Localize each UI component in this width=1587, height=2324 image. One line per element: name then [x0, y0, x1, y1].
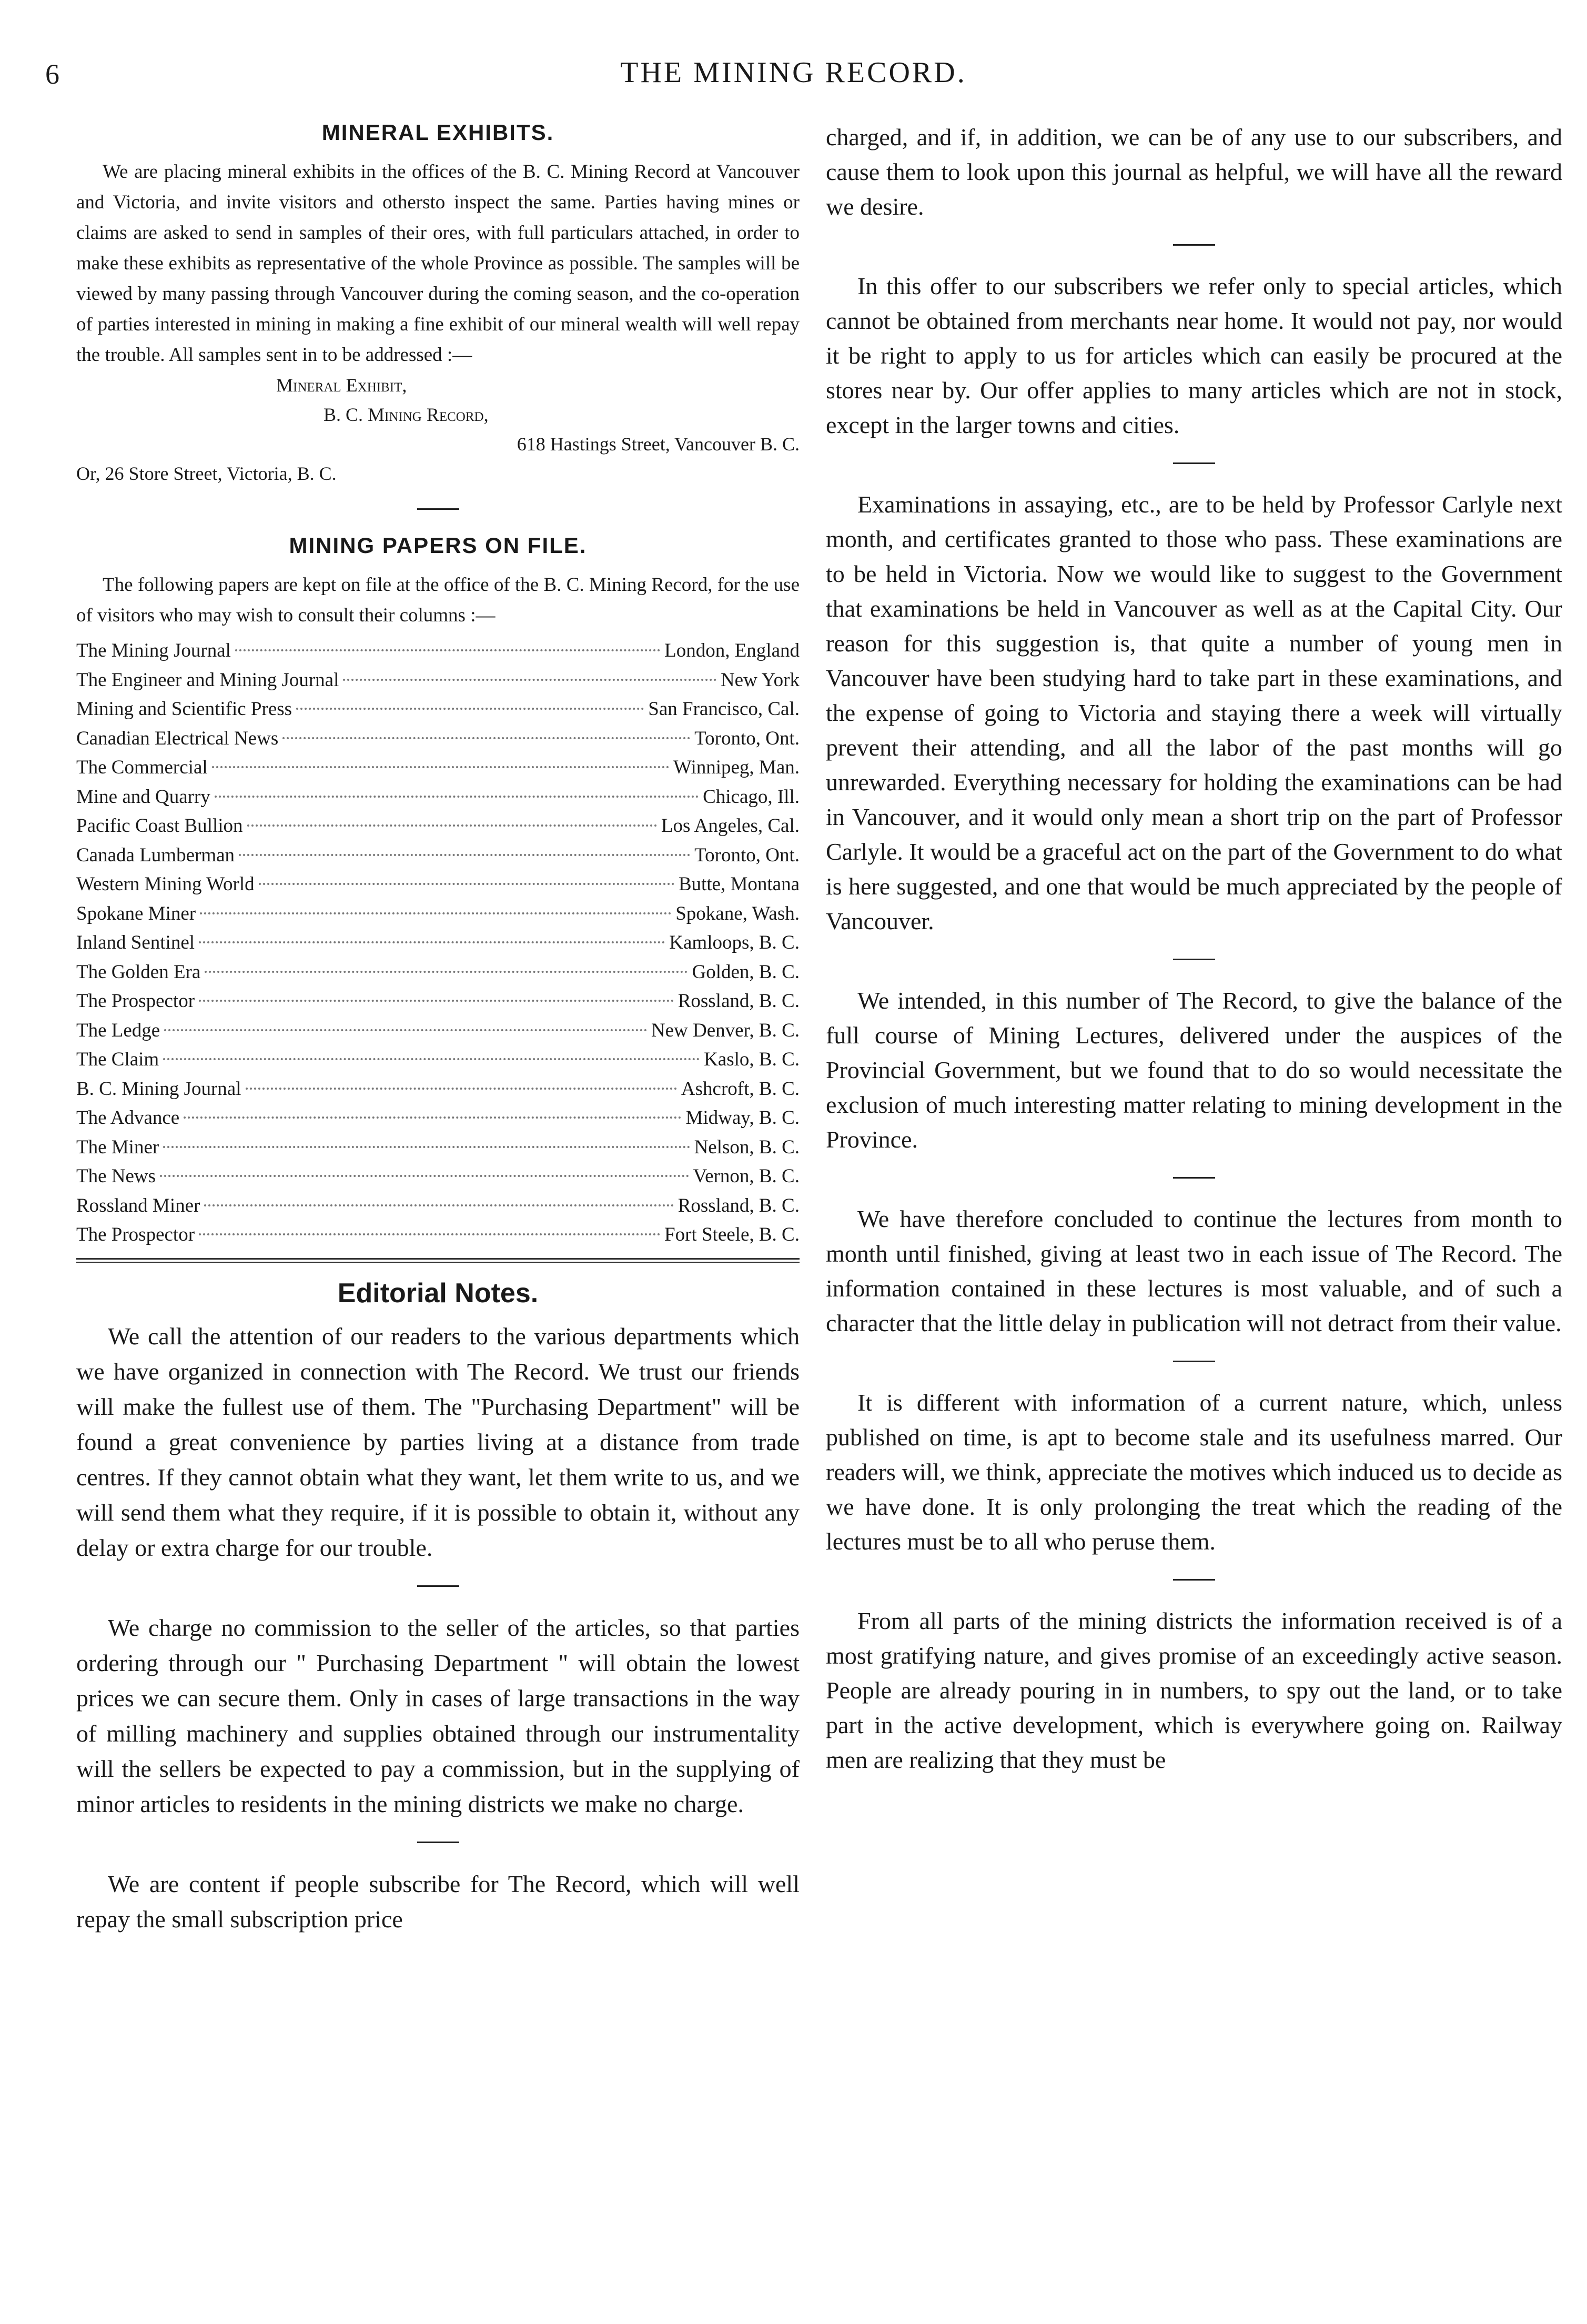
paper-place: Ashcroft, B. C.: [681, 1078, 800, 1100]
paper-place: Toronto, Ont.: [694, 727, 800, 749]
section-divider: [417, 508, 459, 510]
mining-paper-row: [76, 695, 800, 724]
paper-name: Pacific Coast Bullion: [76, 815, 243, 837]
mining-paper-row: [76, 1016, 800, 1045]
paper-place: London, England: [664, 640, 800, 661]
mining-paper-row: [76, 666, 800, 695]
mining-papers-title: MINING PAPERS ON FILE.: [289, 533, 587, 558]
dot-leader: [296, 708, 644, 710]
address-line: Mineral Exhibit,: [276, 375, 407, 396]
paper-name: Mining and Scientific Press: [76, 698, 292, 720]
dot-leader: [199, 1233, 660, 1235]
mining-paper-row: [76, 841, 800, 870]
paper-name: The Prospector: [76, 1224, 195, 1245]
mining-papers-list: [76, 636, 800, 1250]
dot-leader: [204, 1204, 673, 1206]
dot-leader: [212, 766, 669, 768]
paper-place: Chicago, Ill.: [703, 786, 800, 808]
mineral-exhibits-title: MINERAL EXHIBITS.: [321, 120, 554, 145]
dot-leader: [235, 649, 660, 651]
mining-paper-row: [76, 1162, 800, 1191]
mineral-exhibits-body: We are placing mineral exhibits in the offices of the B. C. Mining Record at Vancouver and Victoria, and invite visitors and othersto inspect the same. Parties having mines or claims are asked to send in samples of their ores, with full particulars attached, in order to make these exhibits as representative of the whole Province as possible. The samples will be viewed by many passing through Vancouver during the coming season, and the co-operation of parties interested in mining in making a fine exhibit of our mineral wealth will well repay the trouble. All samples sent in to be addressed :—: [76, 161, 800, 366]
paper-name: Canada Lumberman: [76, 844, 235, 866]
right-column: [826, 120, 1562, 1777]
dot-leader: [343, 679, 716, 681]
page-number: 6: [45, 58, 59, 90]
dot-leader: [200, 912, 671, 914]
paper-place: Midway, B. C.: [685, 1107, 800, 1129]
mining-paper-row: [76, 1074, 800, 1104]
paper-name: B. C. Mining Journal: [76, 1078, 241, 1100]
section-divider: [1173, 959, 1215, 960]
dot-leader: [199, 1000, 674, 1002]
mineral-exhibits-address: [76, 370, 800, 488]
dot-leader: [282, 737, 690, 739]
paper-place: Kaslo, B. C.: [704, 1049, 800, 1070]
paper-place: Winnipeg, Man.: [673, 757, 800, 778]
mining-paper-row: [76, 782, 800, 812]
paper-place: Rossland, B. C.: [678, 990, 800, 1012]
paper-place: Nelson, B. C.: [694, 1136, 800, 1158]
paper-name: The Commercial: [76, 757, 208, 778]
dot-leader: [160, 1175, 689, 1177]
editorial-paragraph: In this offer to our subscribers we refer only to special articles, which cannot be obtained from merchants near home. It would not pay, nor would it be right to apply to us for articles which can easily be procured at the stores near by. Our offer applies to many articles which are not in stock, except in the larger towns and cities.: [826, 273, 1562, 438]
paper-name: The News: [76, 1165, 156, 1187]
paper-name: The Miner: [76, 1136, 159, 1158]
paper-name: The Mining Journal: [76, 640, 231, 661]
dot-leader: [215, 796, 699, 798]
paper-name: Canadian Electrical News: [76, 727, 279, 749]
address-line: B. C. Mining Record,: [324, 404, 489, 425]
dot-leader: [205, 971, 688, 973]
editorial-paragraph: We call the attention of our readers to the various departments which we have organized in connection with The Record. We trust our friends will make the fullest use of them. The "Purchasing Department" will be found a great convenience by parties living at a distance from trade centres. If they cannot obtain what they want, let them write to us, and we will send them what they require, if it is possible to obtain it, without any delay or extra charge for our trouble.: [76, 1322, 800, 1561]
mining-paper-row: [76, 870, 800, 899]
dot-leader: [163, 1146, 690, 1148]
section-divider: [417, 1585, 459, 1587]
dot-leader: [259, 883, 674, 885]
paper-name: Inland Sentinel: [76, 932, 195, 953]
mining-paper-row: [76, 1191, 800, 1221]
editorial-notes-title: Editorial Notes.: [337, 1277, 539, 1309]
editorial-paragraph: We charge no commission to the seller of the articles, so that parties ordering through our " Purchasing Department " will obtain the lowest prices we can secure them. Only in cases of large transactions in the way of milling machinery and supplies obtained through our instrumentality will the sellers be expected to pay a commission, but in the supplying of minor articles to residents in the mining districts we make no charge.: [76, 1614, 800, 1817]
paper-name: Spokane Miner: [76, 902, 196, 924]
paper-place: Rossland, B. C.: [678, 1194, 800, 1216]
section-divider: [1173, 462, 1215, 464]
dot-leader: [247, 824, 657, 827]
paper-place: Fort Steele, B. C.: [664, 1224, 800, 1245]
paper-name: Rossland Miner: [76, 1194, 200, 1216]
mining-paper-row: [76, 1133, 800, 1162]
mining-paper-row: [76, 1103, 800, 1133]
editorial-paragraph: From all parts of the mining districts the information received is of a most gratifying nature, and gives promise of an exceedingly active season. People are already pouring in in numbers, to spy out the land, or to take part in the active development, which is everywhere going on. Railway men are realizing that they must be: [826, 1607, 1562, 1773]
paper-name: The Prospector: [76, 990, 195, 1012]
paper-place: New Denver, B. C.: [651, 1019, 800, 1041]
mining-paper-row: [76, 724, 800, 753]
section-divider: [1173, 1579, 1215, 1581]
mining-papers-intro: The following papers are kept on file at the office of the B. C. Mining Record, for the use of visitors who may wish to consult their columns :—: [76, 574, 800, 626]
paper-name: Western Mining World: [76, 873, 255, 895]
mining-paper-row: [76, 1045, 800, 1074]
dot-leader: [239, 854, 690, 856]
paper-name: Mine and Quarry: [76, 786, 210, 808]
section-divider: [1173, 1177, 1215, 1179]
dot-leader: [163, 1058, 700, 1060]
mining-paper-row: [76, 811, 800, 841]
dot-leader: [199, 941, 665, 943]
address-line: Or, 26 Store Street, Victoria, B. C.: [76, 463, 337, 484]
mining-paper-row: [76, 636, 800, 666]
paper-name: The Claim: [76, 1049, 159, 1070]
section-divider: [417, 1842, 459, 1843]
running-title: THE MINING RECORD.: [620, 56, 967, 89]
mining-paper-row: [76, 987, 800, 1016]
dot-leader: [184, 1116, 681, 1119]
editorial-paragraph: charged, and if, in addition, we can be of any use to our subscribers, and cause them to look upon this journal as helpful, we will have all the reward we desire.: [826, 124, 1562, 220]
paper-place: Golden, B. C.: [692, 961, 800, 983]
section-divider: [1173, 244, 1215, 246]
left-column: [76, 120, 800, 1937]
mining-paper-row: [76, 928, 800, 958]
paper-name: The Advance: [76, 1107, 180, 1129]
editorial-paragraph: We have therefore concluded to continue the lectures from month to month until finished, giving at least two in each issue of The Record. The information contained in these lectures is most valuable, and of such a character that the little delay in publication will not detract from their value.: [826, 1205, 1562, 1336]
mining-paper-row: [76, 899, 800, 929]
editorial-paragraph: We are content if people subscribe for The Record, which will well repay the small subscription price: [76, 1870, 800, 1933]
paper-name: The Engineer and Mining Journal: [76, 669, 339, 691]
paper-place: New York: [720, 669, 800, 691]
paper-place: Kamloops, B. C.: [669, 932, 800, 953]
editorial-paragraph: Examinations in assaying, etc., are to be held by Professor Carlyle next month, and certificates granted to those who pass. These examinations are to be held in Victoria. Now we would like to suggest to the Government that examinations be held in Vancouver as well as at the Capital City. Our reason for this suggestion is, that quite a number of young men in Vancouver have been studying hard to take part in these examinations, and the expense of going to Victoria and staying there a week will virtually prevent their attending, and all the labor of the past months will go unrewarded. Everything necessary for holding the examinations can be had in Vancouver, and it would only mean a short trip on the part of Professor Carlyle. It would be a graceful act on the part of the Government to do what is here suggested, and one that would be much appreciated by the people of Vancouver.: [826, 491, 1562, 934]
paper-place: Toronto, Ont.: [694, 844, 800, 866]
dot-leader: [246, 1088, 677, 1090]
address-line: 618 Hastings Street, Vancouver B. C.: [517, 434, 800, 455]
editorial-paragraph: It is different with information of a current nature, which, unless published on time, is apt to become stale and its usefulness marred. Our readers will, we think, appreciate the motives which induced us to decide as we have done. It is only prolonging the treat which the reading of the lectures must be to all who peruse them.: [826, 1389, 1562, 1555]
mining-paper-row: [76, 958, 800, 987]
editorial-paragraph: We intended, in this number of The Record, to give the balance of the full course of Mining Lectures, delivered under the auspices of the Provincial Government, but we found that to do so would necessitate the exclusion of much interesting matter relating to mining development in the Province.: [826, 987, 1562, 1153]
mining-paper-row: [76, 1220, 800, 1250]
paper-name: The Golden Era: [76, 961, 201, 983]
mining-paper-row: [76, 753, 800, 782]
paper-place: Butte, Montana: [678, 873, 800, 895]
paper-place: Los Angeles, Cal.: [661, 815, 800, 837]
paper-place: Spokane, Wash.: [675, 902, 800, 924]
dot-leader: [164, 1029, 647, 1031]
double-rule-divider: [76, 1258, 800, 1263]
section-divider: [1173, 1361, 1215, 1362]
paper-place: San Francisco, Cal.: [648, 698, 800, 720]
paper-name: The Ledge: [76, 1019, 160, 1041]
paper-place: Vernon, B. C.: [693, 1165, 800, 1187]
